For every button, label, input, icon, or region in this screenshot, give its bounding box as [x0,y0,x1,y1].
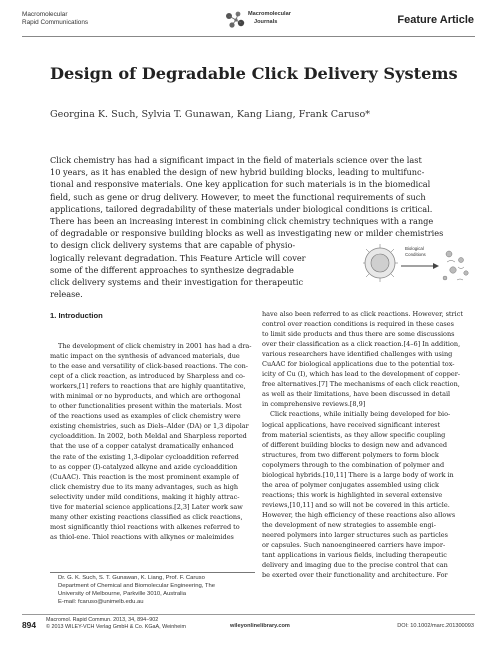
logo-text-line1: Macromolecular [248,11,291,17]
body-line: in comprehensive reviews.[8,9] [262,400,366,409]
article-title: Design of Degradable Click Delivery Systems [50,64,458,83]
affiliation-university: University of Melbourne, Parkville 3010, Australia [58,590,187,597]
body-line: icity of Cu (I), which has lead to the development of copper- [262,370,461,379]
footer-doi: DOI: 10.1002/marc.201300093 [397,623,474,629]
abstract-line: There has been an increasing interest in combining click chemistry techniques with a range [50,216,434,227]
footer-copyright: © 2013 WILEY-VCH Verlag GmbH & Co. KGaA, Weinheim [46,624,186,631]
body-column-right [262,309,472,580]
footer-website-link[interactable]: wileyonlinelibrary.com [230,623,290,629]
body-column-left [50,341,260,542]
body-line: However, the high efficiency of these reactions also allows [262,510,456,519]
body-line: to other functionalities present within the materials. Most [50,402,242,411]
body-line: The development of click chemistry in 2001 has had a dra- [58,342,252,350]
header-rule [22,36,475,37]
abstract-line: field, such as gene or drug delivery. However, to meet the functional requirements of such [50,191,426,202]
body-line: selectivity under mild conditions, making it highly attrac- [50,492,240,501]
footer-rule [22,614,475,615]
body-line: cycloaddition. In 2002, both Meldal and Sharpless reported [50,432,247,441]
body-line: most significantly thiol reactions with alkenes referred to [50,522,240,531]
body-line: free alternatives.[7] The mechanisms of each click reaction, [262,380,460,389]
body-line: click chemistry due to its many advantages, such as high [50,482,239,491]
footer-citation-line1: Macromol. Rapid Commun. 2013, 34, 894−902 [46,617,159,623]
article-type-label: Feature Article [397,14,474,26]
footer-citation [46,617,186,632]
body-line: copolymers through to the combination of polymer and [262,460,445,469]
body-line: tive for material science applications.[2,3] Later work saw [50,502,243,511]
body-line: that the use of a copper catalyst dramatically enhanced [50,442,234,451]
abstract-line: Click chemistry has had a significant impact in the field of materials science over the last [50,155,422,165]
body-line: of the reactions used as examples of click chemistry were [50,412,241,421]
body-line: the area of polymer conjugates assembled using click [262,480,439,489]
page-number: 894 [22,620,36,630]
body-line: to as copper (I)-catalyzed alkyne and azide cycloaddition [50,462,238,471]
body-line: CuAAC for biological applications due to the potential tox- [262,360,455,369]
journal-name [22,11,88,26]
body-line: to the ease and versatility of click-based reactions. The con- [50,362,248,371]
author-affiliation [58,575,215,607]
body-line: matic impact on the synthesis of advanced materials, due [50,352,240,361]
body-line: reactions; this work is highlighted in several extensive [262,490,443,499]
affiliation-names: Dr. G. K. Such, S. T. Gunawan, K. Liang, Prof. F. Caruso [58,575,205,581]
body-line: delivery and imaging due to the precise control that can [262,561,448,570]
body-line: structures, from two different polymers to form block [262,450,439,459]
body-line: be exerted over their functionality and architecture. For [262,571,448,580]
journal-name-line1: Macromolecular [22,11,68,18]
body-line: have also been referred to as click reactions. However, strict [262,310,463,318]
abstract-line: some of the different approaches to synthesize degradable [50,264,294,275]
figure-label-line2: Conditions [405,252,426,257]
affiliation-email: E-mail: fcaruso@unimelb.edu.au [58,598,144,605]
body-line: as well as their limitations, have been discussed in detail [262,390,451,399]
body-line: over their classification as a click reaction.[4–6] In addition, [262,340,461,349]
body-line: control over reaction conditions is required in these cases [262,320,454,329]
body-line: biological hybrids.[10,11] There is a large body of work in [262,470,454,479]
journal-name-line2: Rapid Communications [22,18,89,26]
logo-text-line2: Journals [254,19,278,25]
affiliation-department: Department of Chemical and Biomolecular Engineering, The [58,582,216,589]
abstract-line: applications, tailored degradability of these materials under biological conditions is critical. [50,203,433,214]
abstract-line: tional and responsive materials. One key application for such materials is in the biomedical [50,179,431,190]
body-line: as thiol-ene. Thiol reactions with alkynes or maleimides [50,532,234,541]
abstract-line: logically relevant degradation. This Feature Article will cover [50,252,306,263]
abstract-line: 10 years, as it has enabled the design of new hybrid building blocks, leading to multifunc- [50,167,425,178]
section-heading-introduction: 1. Introduction [50,311,103,320]
abstract-line: to design click delivery systems that are capable of physio- [50,240,296,251]
body-line: or capsules. Such nanoengineered carriers have impor- [262,541,446,550]
body-line: the development of new strategies to assemble engi- [262,520,436,529]
body-line: logical applications, have received significant interest [262,420,441,429]
abstract-line: of degradable or responsive building blocks as well as investigating new or milder chemistries [50,228,444,239]
body-line: many other existing reactions classified as click reactions, [50,512,243,521]
body-line: the rate of the existing 1,3-dipolar cycloaddition referred [50,452,239,461]
body-line: neered polymers into larger structures such as particles [262,531,448,540]
body-line: cept of a click reaction, as introduced by Sharpless and co- [50,372,246,381]
molecule-logo-icon [224,10,246,32]
affiliation-rule [50,572,255,573]
body-line: (CuAAC). This reaction is the most prominent example of [50,472,239,481]
body-line: various researchers have identified challenges with using [262,350,453,359]
abstract-line: release. [50,289,83,300]
body-line: of different building blocks to design new and advanced [262,440,447,449]
journal-logo [224,9,291,33]
abstract-graphic [363,240,473,286]
page-header [0,0,496,36]
abstract-line: click delivery systems and their investigation for therapeutic [50,277,304,288]
figure-label-line1: Biological [405,246,424,251]
body-line: reviews,[10,11] and so will not be covered in this article. [262,500,450,509]
author-list: Georgina K. Such, Sylvia T. Gunawan, Kang Liang, Frank Caruso* [50,109,371,120]
body-line: existing chemistries, such as Diels–Alder (DA) or 1,3 dipolar [50,422,249,431]
body-line: Click reactions, while initially being developed for bio- [270,410,451,419]
body-line: workers,[1] refers to reactions that are highly quantitative, [50,382,246,391]
body-line: with minimal or no byproducts, and which are orthogonal [50,392,241,401]
body-line: from material scientists, as they allow specific coupling [262,430,446,439]
body-line: tant applications in various fields, including therapeutic [262,551,447,560]
body-line: to limit side products and thus there are some discussions [262,330,455,339]
